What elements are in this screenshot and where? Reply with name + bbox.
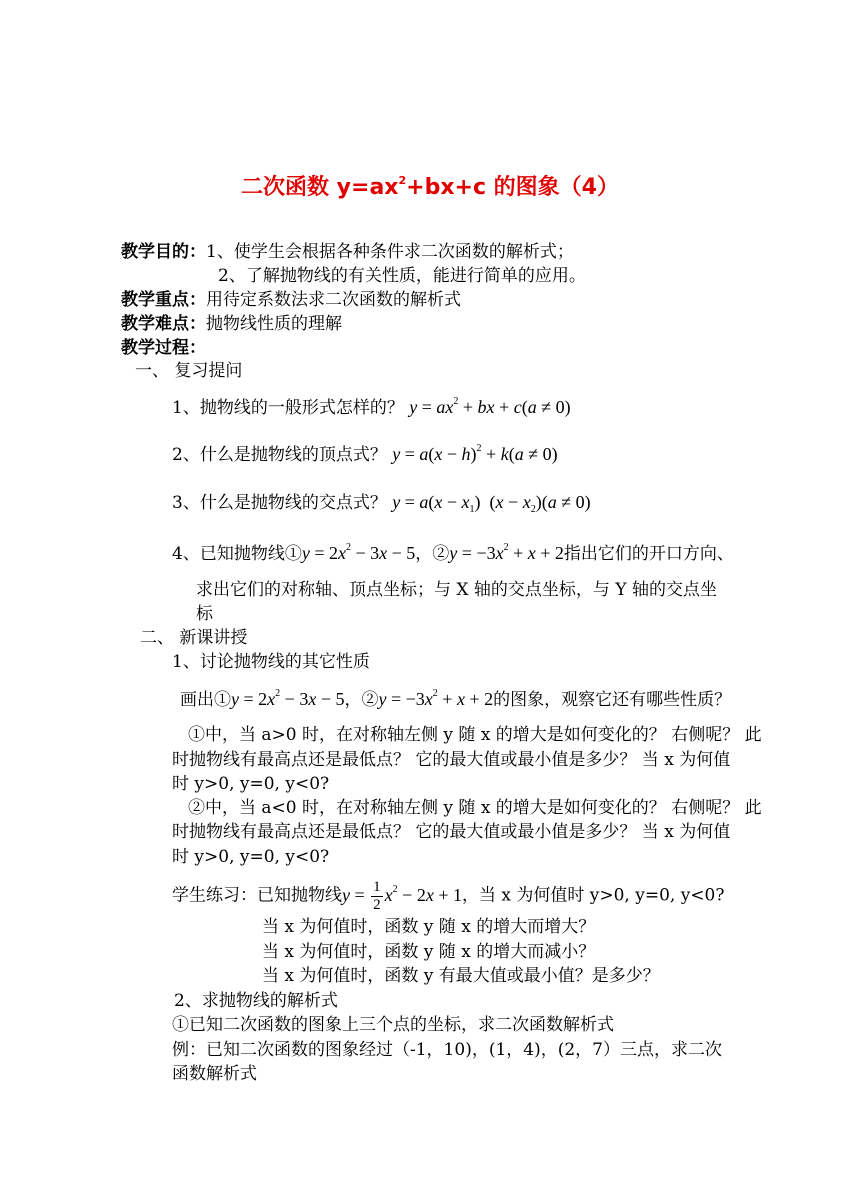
review-question-4-line2: 求出它们的对称轴、顶点坐标；与 X 轴的交点坐标，与 Y 轴的交点坐 xyxy=(196,580,717,600)
difficulty-label: 教学难点： xyxy=(121,314,206,334)
goal-label: 教学目的： xyxy=(121,242,206,262)
draw-instruction: 画出①y = $2x^2 - 3x - 5$，②y = $-3x^2 + x + 2$的图象，观察它还有哪些性质？ xyxy=(180,688,732,710)
page-title: 二次函数 $y=ax^2+bx+c$ 的图象（4） xyxy=(241,174,619,200)
subsection-analytic-expression: 2、求抛物线的解析式 xyxy=(174,991,338,1011)
paragraph-a-positive-line2: 时抛物线有最高点还是最低点？ 它的最大值或最小值是多少？ 当 x 为何值 xyxy=(172,750,731,770)
review-question-3: 3、什么是抛物线的交点式？ $y = a(x - x_1)$ $(x - x_2)(a \ne 0)$ xyxy=(172,492,591,515)
review-question-4: 4、已知抛物线①y = $2x^2 - 3x - 5$，②y = $-3x^2 + x + 2$指出它们的开口方向、 xyxy=(172,542,734,564)
section-heading-review: 一、 复习提问 xyxy=(135,361,243,381)
formula-intercept-form: $y = a(x - x_1)$ $(x - x_2)(a \ne 0)$ xyxy=(392,492,591,515)
formula-exercise-parabola: y = $\frac{1}{2}$ $x^2 - 2x + 1$ xyxy=(342,879,462,913)
paragraph-a-positive-line3: 时 y>0, y=0, y<0? xyxy=(172,774,330,794)
goal-item-1: 1、使学生会根据各种条件求二次函数的解析式； xyxy=(206,242,574,262)
review-question-4-line3: 标 xyxy=(196,604,213,624)
process-label: 教学过程： xyxy=(121,338,206,358)
paragraph-a-negative-line2: 时抛物线有最高点还是最低点？ 它的最大值或最小值是多少？ 当 x 为何值 xyxy=(172,822,731,842)
formula-parabola-2: $y = -3x^2 + x + 2$ xyxy=(449,542,564,563)
goal-item-2: 2、了解抛物线的有关性质，能进行简单的应用。 xyxy=(218,266,586,286)
paragraph-a-positive-line1: ①中，当 a>0 时，在对称轴左侧 y 随 x 的增大是如何变化的？ 右侧呢？ 此 xyxy=(188,725,762,745)
example-line1: 例：已知二次函数的图象经过（-1，10)，(1，4)，(2，7）三点，求二次 xyxy=(172,1040,722,1060)
subsection-properties: 1、讨论抛物线的其它性质 xyxy=(172,652,370,672)
section-heading-new-lesson: 二、 新课讲授 xyxy=(140,628,248,648)
exercise-question-2: 当 x 为何值时，函数 y 随 x 的增大而增大？ xyxy=(262,917,596,937)
exercise-question-4: 当 x 为何值时，函数 y 有最大值或最小值？是多少？ xyxy=(262,966,660,986)
formula-parabola-2-draw: $y = -3x^2 + x + 2$ xyxy=(378,688,494,709)
paragraph-a-negative-line3: 时 y>0, y=0, y<0? xyxy=(172,847,330,867)
formula-parabola-1: $y = 2x^2 - 3x - 5$ xyxy=(301,542,416,563)
formula-general-form: $y = ax^2$ + bx + c(a ≠ 0) xyxy=(409,396,571,417)
case-three-points: ①已知二次函数的图象上三个点的坐标，求二次函数解析式 xyxy=(172,1015,614,1035)
paragraph-a-negative-line1: ②中，当 a<0 时，在对称轴左侧 y 随 x 的增大是如何变化的？ 右侧呢？ 此 xyxy=(188,798,762,818)
formula-vertex-form: $y = a(x - h)^2 + k(a \ne 0)$ xyxy=(392,443,558,464)
review-question-2: 2、什么是抛物线的顶点式？ $y = a(x - h)^2 + k(a \ne 0)$ xyxy=(172,443,558,465)
review-question-1: 1、抛物线的一般形式怎样的？ $y = ax^2$ + bx + c(a ≠ 0) xyxy=(172,396,571,418)
exercise-question-1: 学生练习：已知抛物线y = $\frac{1}{2}$ $x^2 - 2x + 1$，当 x 为何值时 y>0, y=0, y<0? xyxy=(172,879,725,913)
example-line2: 函数解析式 xyxy=(172,1064,257,1084)
difficulty-text: 抛物线性质的理解 xyxy=(206,314,342,334)
exercise-question-3: 当 x 为何值时，函数 y 随 x 的增大而减小？ xyxy=(262,942,596,962)
key-point-text: 用待定系数法求二次函数的解析式 xyxy=(206,290,461,310)
formula-parabola-1-draw: $y = 2x^2 - 3x - 5$ xyxy=(231,688,345,709)
key-point-label: 教学重点： xyxy=(121,290,206,310)
